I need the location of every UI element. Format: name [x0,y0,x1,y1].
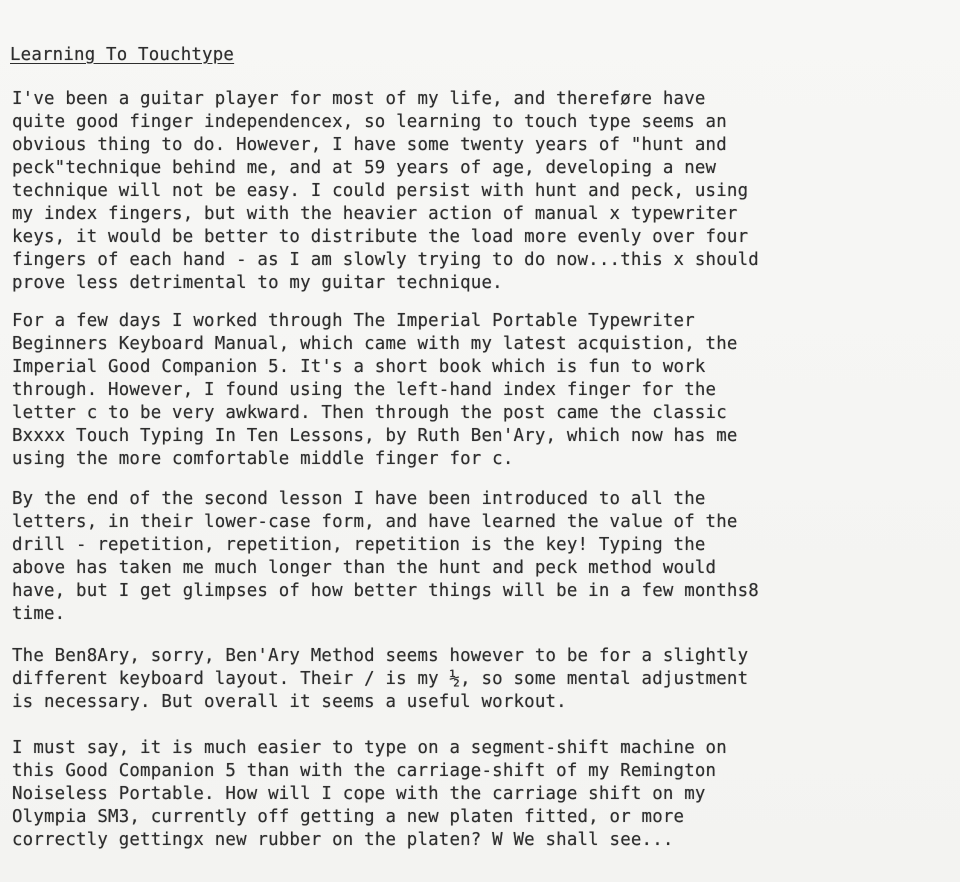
text-line: correctly gettingx new rubber on the platen? W We shall see... [12,830,674,850]
text-line: I've been a guitar player for most of my life, and thereføre have [12,89,706,109]
text-line: I must say, it is much easier to type on a segment-shift machine on [12,738,727,758]
text-line: For a few days I worked through The Imperial Portable Typewriter [12,311,695,331]
text-line: The Ben8Ary, sorry, Ben'Ary Method seems however to be for a slightly [12,646,749,666]
paragraph-4 [12,645,748,714]
text-line: Imperial Good Companion 5. It's a short book which is fun to work [12,357,706,377]
paragraph-1 [12,88,759,295]
text-line: technique will not be easy. I could persist with hunt and peck, using [12,181,749,201]
paragraph-3 [12,488,759,626]
text-line: keys, it would be better to distribute the load more evenly over four [12,227,749,247]
text-line: my index fingers, but with the heavier action of manual x typewriter [12,204,738,224]
text-line: Bxxxx Touch Typing In Ten Lessons, by Ruth Ben'Ary, which now has me [12,426,738,446]
text-line: through. However, I found using the left-hand index finger for the [12,380,717,400]
text-line: quite good finger independencex, so learning to touch type seems an [12,112,727,132]
text-line: this Good Companion 5 than with the carriage-shift of my Remington [12,761,717,781]
page-title: Learning To Touchtype [10,45,235,65]
text-line: is necessary. But overall it seems a useful workout. [12,692,567,712]
text-line: drill - repetition, repetition, repetition is the key! Typing the [12,535,706,555]
paragraph-5 [12,737,727,852]
text-line: letter c to be very awkward. Then through the post came the classic [12,403,727,423]
text-line: Noiseless Portable. How will I cope with the carriage shift on my [12,784,706,804]
text-line: peck"technique behind me, and at 59 years of age, developing a new [12,158,717,178]
text-line: Beginners Keyboard Manual, which came with my latest acquistion, the [12,334,738,354]
text-line: fingers of each hand - as I am slowly trying to do now...this x should [12,250,759,270]
text-line: using the more comfortable middle finger for c. [12,449,514,469]
text-line: By the end of the second lesson I have been introduced to all the [12,489,706,509]
text-line: letters, in their lower-case form, and have learned the value of the [12,512,738,532]
text-line: different keyboard layout. Their / is my ½, so some mental adjustment [12,669,749,689]
text-line: have, but I get glimpses of how better things will be in a few months8 [12,581,759,601]
text-line: above has taken me much longer than the hunt and peck method would [12,558,717,578]
text-line: time. [12,604,66,624]
text-line: obvious thing to do. However, I have some twenty years of "hunt and [12,135,727,155]
paragraph-2 [12,310,738,471]
text-line: Olympia SM3, currently off getting a new platen fitted, or more [12,807,685,827]
text-line: prove less detrimental to my guitar technique. [12,273,503,293]
